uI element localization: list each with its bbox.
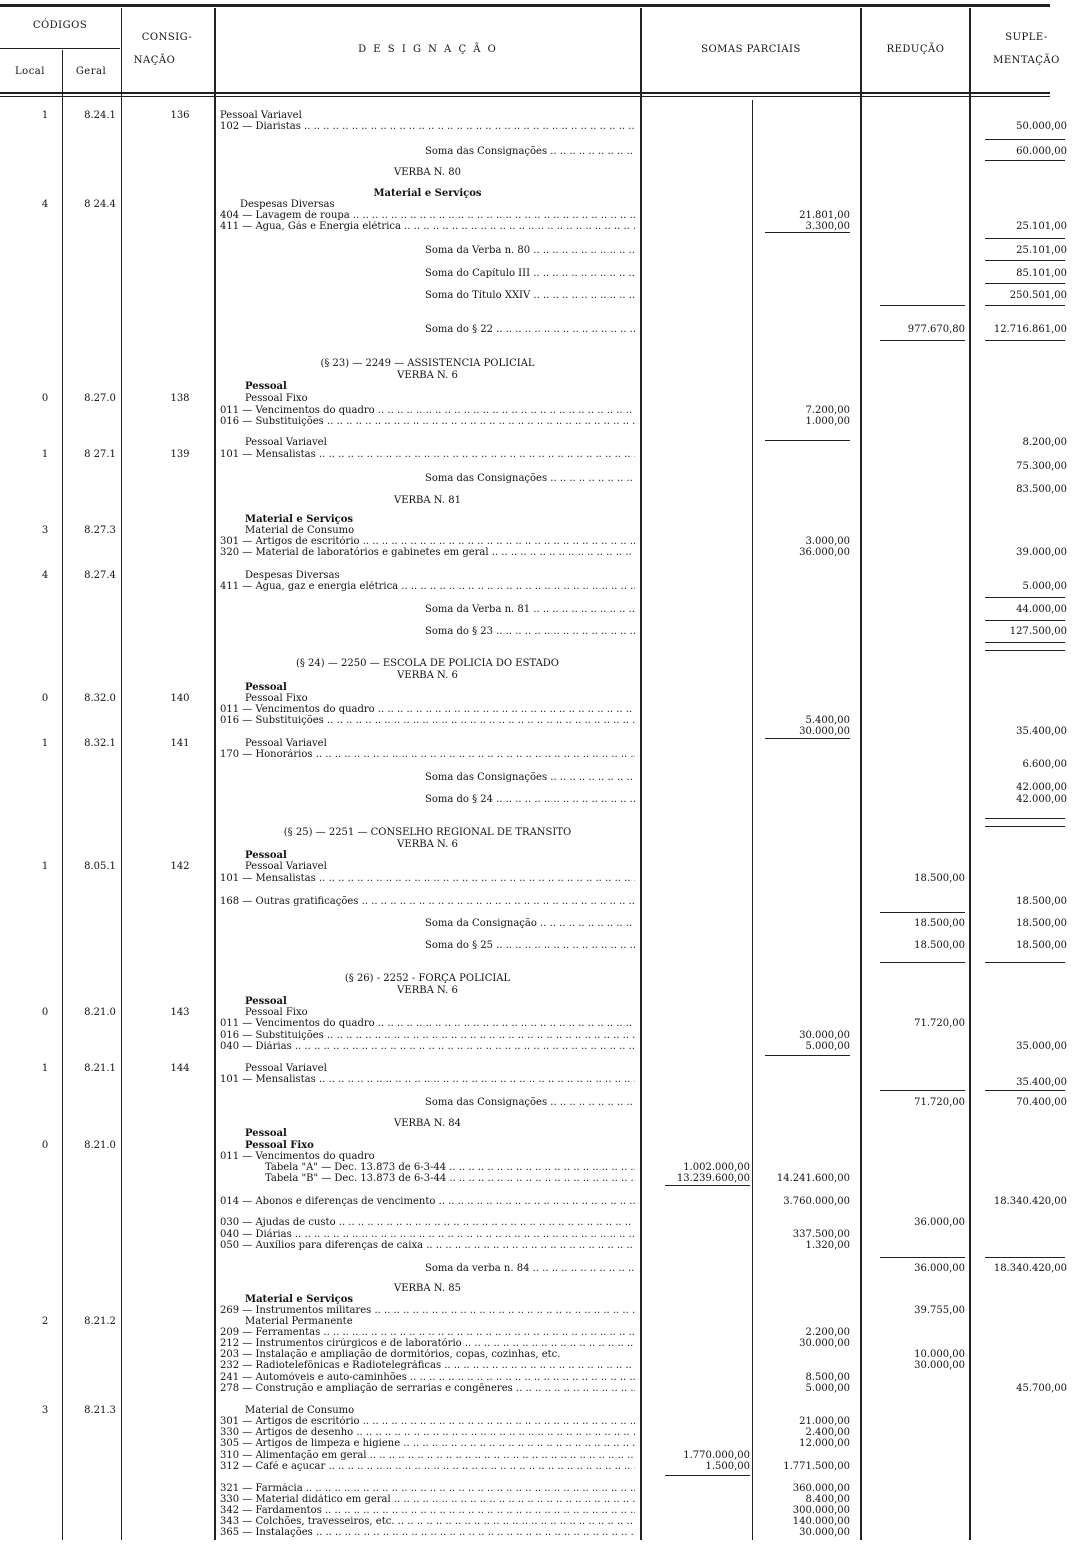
- suplementacao-value: 18.500,00: [1016, 896, 1067, 907]
- total-rule: [985, 818, 1065, 819]
- designacao-text: Pessoal: [245, 1128, 287, 1139]
- table-row: [0, 1527, 1082, 1539]
- table-row: [0, 1128, 1082, 1140]
- codigo-geral: 8.21.0: [84, 1007, 116, 1018]
- designacao-text: 365 — Instalações .. ..: [220, 1527, 635, 1539]
- table-row: [0, 449, 1082, 461]
- somas-parciais-2: 36.000,00: [799, 547, 850, 558]
- header-suple-2: MENTAÇÃO: [993, 55, 1060, 66]
- somas-parciais-2: 8.500,00: [805, 1372, 850, 1383]
- reducao-value: 977.670,80: [907, 324, 965, 335]
- suplementacao-value: 39.000,00: [1016, 547, 1067, 558]
- designacao-text: Material e Serviços: [245, 514, 354, 525]
- designacao-text: VERBA N. 80: [394, 167, 461, 178]
- codigo-geral: 8.32.1: [84, 738, 116, 749]
- total-rule: [985, 260, 1065, 261]
- table-row: [0, 827, 1082, 839]
- suplementacao-value: 18.500,00: [1016, 940, 1067, 951]
- total-rule: [985, 962, 1065, 963]
- designacao-text: Soma da Verba n. 81 .. ..: [220, 604, 635, 616]
- table-row: [0, 1041, 1082, 1053]
- consignacao-number: 140: [170, 693, 190, 704]
- total-rule: [765, 232, 850, 233]
- designacao-text: Despesas Diversas: [245, 570, 340, 581]
- suplementacao-value: 25.101,00: [1016, 245, 1067, 256]
- table-row: [0, 1196, 1082, 1208]
- consignacao-number: 142: [170, 861, 190, 872]
- table-row: [0, 381, 1082, 393]
- table-row: [0, 873, 1082, 885]
- designacao-text: VERBA N. 81: [394, 495, 461, 506]
- designacao-text: 301 — Artigos de escritório .. ..: [220, 536, 635, 548]
- table-row: [0, 782, 1082, 794]
- somas-parciais-2: 140.000,00: [792, 1516, 850, 1527]
- designacao-text: VERBA N. 6: [397, 839, 458, 850]
- somas-parciais-1: 13.239.600,00: [676, 1173, 750, 1184]
- designacao-text: 014 — Abonos e diferenças de vencimento .. ..: [220, 1196, 635, 1208]
- table-row: [0, 1077, 1082, 1089]
- suplementacao-value: 45.700,00: [1016, 1383, 1067, 1394]
- designacao-text: Pessoal: [245, 996, 287, 1007]
- header-local: Local: [15, 66, 45, 77]
- somas-parciais-2: 1.320,00: [805, 1240, 850, 1251]
- total-rule: [985, 283, 1065, 284]
- table-row: [0, 940, 1082, 952]
- designacao-text: 305 — Artigos de limpeza e higiene .. ..: [220, 1438, 635, 1450]
- designacao-text: 011 — Vencimentos do quadro: [220, 1151, 375, 1162]
- designacao-text: 232 — Radiotelefônicas e Radiotelegráficas .. ..: [220, 1360, 635, 1372]
- designacao-text: 101 — Mensalistas .. ..: [220, 873, 635, 885]
- designacao-text: 411 — Água, Gás e Energia elétrica .. ..: [220, 221, 635, 233]
- suplementacao-value: 18.500,00: [1016, 918, 1067, 929]
- codigo-geral: 8.21.3: [84, 1405, 116, 1416]
- reducao-value: 18.500,00: [914, 918, 965, 929]
- designacao-text: 040 — Diárias .. ..: [220, 1229, 635, 1241]
- designacao-text: 011 — Vencimentos do quadro .. ..: [220, 704, 635, 716]
- total-rule: [985, 642, 1065, 643]
- table-row: [0, 794, 1082, 806]
- table-row: [0, 547, 1082, 559]
- designacao-text: Soma da verba n. 84 .. ..: [220, 1263, 635, 1275]
- header-codigos: CÓDIGOS: [32, 20, 88, 31]
- suplementacao-value: 42.000,00: [1016, 782, 1067, 793]
- suplementacao-value: 127.500,00: [1009, 626, 1067, 637]
- suplementacao-value: 85.101,00: [1016, 268, 1067, 279]
- table-row: [0, 973, 1082, 985]
- somas-parciais-2: 5.000,00: [805, 1383, 850, 1394]
- codigos-rule: [0, 48, 120, 49]
- header-consig-1: CONSIG-: [141, 32, 193, 43]
- codigo-geral: 8.21.1: [84, 1063, 116, 1074]
- designacao-text: 330 — Artigos de desenho .. ..: [220, 1427, 635, 1439]
- total-rule: [985, 305, 1065, 306]
- somas-parciais-2: 30.000,00: [799, 1527, 850, 1538]
- header-reducao: REDUÇÃO: [886, 44, 945, 55]
- codigo-local: 1: [41, 738, 49, 749]
- designacao-text: 310 — Alimentação em geral .. ..: [220, 1450, 635, 1462]
- table-row: [0, 1217, 1082, 1229]
- designacao-text: Pessoal Variavel: [245, 738, 327, 749]
- table-row: [0, 1383, 1082, 1395]
- reducao-value: 18.500,00: [914, 873, 965, 884]
- codigo-local: 1: [41, 861, 49, 872]
- designacao-text: Pessoal Variavel: [245, 1063, 327, 1074]
- designacao-text: Material de Consumo: [245, 1405, 355, 1416]
- codigo-geral: 8.27.4: [84, 570, 116, 581]
- codigo-local: 0: [41, 393, 49, 404]
- reducao-value: 30.000,00: [914, 1360, 965, 1371]
- total-rule: [765, 440, 850, 441]
- somas-parciais-2: 1.771.500,00: [783, 1461, 850, 1472]
- total-rule: [985, 620, 1065, 621]
- somas-parciais-2: 5.400,00: [805, 715, 850, 726]
- reducao-value: 71.720,00: [914, 1097, 965, 1108]
- somas-parciais-2: 3.300,00: [805, 221, 850, 232]
- table-row: [0, 121, 1082, 133]
- designacao-text: 030 — Ajudas de custo .. ..: [220, 1217, 635, 1229]
- total-rule: [985, 1257, 1065, 1258]
- somas-parciais-2: 21.000,00: [799, 1416, 850, 1427]
- designacao-text: 301 — Artigos de escritório .. ..: [220, 1416, 635, 1428]
- designacao-text: Soma do Capítulo III .. ..: [220, 268, 635, 280]
- total-rule: [985, 1090, 1065, 1091]
- designacao-text: 312 — Café e açucar .. ..: [220, 1461, 635, 1473]
- somas-parciais-2: 14.241.600,00: [776, 1173, 850, 1184]
- codigo-geral: 8.21.0: [84, 1140, 116, 1151]
- designacao-text: Soma do § 23 .. ..: [220, 626, 635, 638]
- somas-parciais-2: 21.801,00: [799, 210, 850, 221]
- total-rule: [880, 912, 965, 913]
- table-row: [0, 604, 1082, 616]
- designacao-text: Tabela "A" — Dec. 13.873 de 6-3-44 .. ..: [220, 1162, 635, 1174]
- table-row: [0, 1173, 1082, 1185]
- table-row: [0, 726, 1082, 738]
- total-rule: [985, 238, 1065, 239]
- designacao-text: 404 — Lavagem de roupa .. ..: [220, 210, 635, 222]
- codigo-geral: 8 27.1: [84, 449, 116, 460]
- table-row: [0, 658, 1082, 670]
- total-rule: [985, 597, 1065, 598]
- consignacao-number: 141: [170, 738, 190, 749]
- designacao-text: 269 — Instrumentos militares .. ..: [220, 1305, 635, 1317]
- table-row: [0, 167, 1082, 179]
- designacao-text: VERBA N. 6: [397, 985, 458, 996]
- somas-parciais-2: 30.000,00: [799, 1338, 850, 1349]
- designacao-text: Pessoal: [245, 682, 287, 693]
- designacao-text: 101 — Mensalistas .. ..: [220, 1074, 635, 1086]
- somas-parciais-2: 337.500,00: [792, 1229, 850, 1240]
- designacao-text: 011 — Vencimentos do quadro .. ..: [220, 405, 635, 417]
- somas-parciais-2: 2.200,00: [805, 1327, 850, 1338]
- top-rule: [0, 4, 1050, 7]
- total-rule: [985, 340, 1065, 341]
- somas-parciais-2: 8.400,00: [805, 1494, 850, 1505]
- codigo-geral: 8 24.4: [84, 199, 116, 210]
- suplementacao-value: 35.000,00: [1016, 1041, 1067, 1052]
- codigo-local: 3: [41, 525, 49, 536]
- designacao-text: Soma do § 24 .. ..: [220, 794, 635, 806]
- reducao-value: 36.000,00: [914, 1263, 965, 1274]
- header-consig-2: NAÇÃO: [133, 55, 176, 66]
- table-row: [0, 495, 1082, 507]
- table-row: [0, 245, 1082, 257]
- designacao-text: 343 — Colchões, travesseiros, etc. .. ..: [220, 1516, 635, 1528]
- codigo-local: 4: [41, 570, 49, 581]
- reducao-value: 36.000,00: [914, 1217, 965, 1228]
- table-row: [0, 416, 1082, 428]
- designacao-text: VERBA N. 84: [394, 1118, 461, 1129]
- consignacao-number: 136: [170, 110, 190, 121]
- table-row: [0, 324, 1082, 336]
- designacao-text: 101 — Mensalistas .. ..: [220, 449, 635, 461]
- table-row: [0, 1018, 1082, 1030]
- table-row: [0, 393, 1082, 405]
- designacao-text: Pessoal Fixo: [245, 1007, 308, 1018]
- table-row: [0, 918, 1082, 930]
- suplementacao-value: 60.000,00: [1016, 146, 1067, 157]
- designacao-text: (§ 26) - 2252 - FORÇA POLICIAL: [344, 973, 511, 984]
- suplementacao-value: 35.400,00: [1016, 726, 1067, 737]
- suplementacao-value: 44.000,00: [1016, 604, 1067, 615]
- designacao-text: 011 — Vencimentos do quadro .. ..: [220, 1018, 635, 1030]
- total-rule: [665, 1475, 750, 1476]
- table-row: [0, 626, 1082, 638]
- designacao-text: VERBA N. 6: [397, 670, 458, 681]
- designacao-text: Soma das Consignações .. ..: [220, 473, 635, 485]
- total-rule: [665, 1185, 750, 1186]
- codigo-local: 1: [41, 1063, 49, 1074]
- designacao-text: Material Permanente: [245, 1316, 353, 1327]
- codigo-geral: 8.32.0: [84, 693, 116, 704]
- designacao-text: Pessoal Variavel: [220, 110, 302, 121]
- somas-parciais-1: 1.770.000,00: [683, 1450, 750, 1461]
- total-rule: [880, 1090, 965, 1091]
- total-rule: [985, 139, 1065, 140]
- suplementacao-value: 18.340.420,00: [993, 1196, 1067, 1207]
- suplementacao-value: 35.400,00: [1016, 1077, 1067, 1088]
- header-suple-1: SUPLE-: [1005, 32, 1048, 43]
- designacao-text: 411 — Água, gaz e energia elétrica .. ..: [220, 581, 635, 593]
- codigo-geral: 8.27.0: [84, 393, 116, 404]
- somas-parciais-2: 3.000,00: [805, 536, 850, 547]
- designacao-text: (§ 25) — 2251 — CONSELHO REGIONAL DE TRANSITO: [283, 827, 572, 838]
- designacao-text: Despesas Diversas: [240, 199, 335, 210]
- codigo-local: 1: [41, 110, 49, 121]
- table-row: [0, 358, 1082, 370]
- designacao-text: 209 — Ferramentas .. ..: [220, 1327, 635, 1339]
- somas-parciais-2: 300.000,00: [792, 1505, 850, 1516]
- codigo-local: 1: [41, 449, 49, 460]
- reducao-value: 18.500,00: [914, 940, 965, 951]
- designacao-text: 321 — Farmácia .. ..: [220, 1483, 635, 1495]
- codigo-local: 2: [41, 1316, 49, 1327]
- designacao-text: Pessoal Variavel: [245, 437, 327, 448]
- somas-parciais-2: 2.400,00: [805, 1427, 850, 1438]
- reducao-value: 10.000,00: [914, 1349, 965, 1360]
- table-row: [0, 1263, 1082, 1275]
- somas-parciais-2: 30.000,00: [799, 726, 850, 737]
- table-row: [0, 437, 1082, 449]
- header-bottom-rule: [0, 92, 1050, 94]
- somas-parciais-2: 7.200,00: [805, 405, 850, 416]
- table-row: [0, 1240, 1082, 1252]
- table-row: [0, 1438, 1082, 1450]
- header-somas-parciais: SOMAS PARCIAIS: [701, 44, 801, 55]
- designacao-text: 170 — Honorários .. ..: [220, 749, 635, 761]
- designacao-text: 320 — Material de laboratórios e gabinetes em geral .. ..: [220, 547, 635, 559]
- total-rule: [880, 305, 965, 306]
- table-row: [0, 1461, 1082, 1473]
- designacao-text: VERBA N. 85: [394, 1283, 461, 1294]
- designacao-text: Pessoal: [245, 850, 287, 861]
- designacao-text: (§ 24) — 2250 — ESCOLA DE POLÍCIA DO ESTADO: [295, 658, 560, 669]
- table-row: [0, 896, 1082, 908]
- codigo-local: 4: [41, 199, 49, 210]
- designacao-text: VERBA N. 6: [397, 370, 458, 381]
- codigo-geral: 8.21.2: [84, 1316, 116, 1327]
- header-designacao: D E S I G N A Ç Ã O: [358, 44, 498, 55]
- reducao-value: 71.720,00: [914, 1018, 965, 1029]
- somas-parciais-2: 30.000,00: [799, 1030, 850, 1041]
- designacao-text: Material e Serviços: [373, 188, 482, 199]
- designacao-text: Tabela "B" — Dec. 13.873 de 6-3-44 .. ..: [220, 1173, 635, 1185]
- somas-parciais-2: 360.000,00: [792, 1483, 850, 1494]
- codigo-geral: 8.27.3: [84, 525, 116, 536]
- suplementacao-value: 250.501,00: [1009, 290, 1067, 301]
- designacao-text: Soma das Consignações .. ..: [220, 772, 635, 784]
- designacao-text: Pessoal Fixo: [245, 1140, 314, 1151]
- designacao-text: Soma do Título XXIV .. ..: [220, 290, 635, 302]
- table-row: [0, 670, 1082, 682]
- total-rule: [985, 650, 1065, 651]
- designacao-text: Soma da Verba n. 80 .. ..: [220, 245, 635, 257]
- designacao-text: Pessoal: [245, 381, 287, 392]
- designacao-text: 203 — Instalação e ampliação de dormitórios, copas, cozinhas, etc.: [220, 1349, 561, 1360]
- designacao-text: Material de Consumo: [245, 525, 355, 536]
- somas-parciais-2: 1.000,00: [805, 416, 850, 427]
- designacao-text: Soma da Consignação .. ..: [220, 918, 635, 930]
- header-bottom-rule-2: [0, 96, 1050, 97]
- designacao-text: 342 — Fardamentos .. ..: [220, 1505, 635, 1517]
- reducao-value: 39.755,00: [914, 1305, 965, 1316]
- suplementacao-value: 70.400,00: [1016, 1097, 1067, 1108]
- suplementacao-value: 18.340.420,00: [993, 1263, 1067, 1274]
- suplementacao-value: 6.600,00: [1022, 759, 1067, 770]
- table-row: [0, 581, 1082, 593]
- designacao-text: 102 — Diaristas .. ..: [220, 121, 635, 133]
- somas-parciais-1: 1.002.000,00: [683, 1162, 750, 1173]
- consignacao-number: 144: [170, 1063, 190, 1074]
- table-row: [0, 221, 1082, 233]
- table-row: [0, 146, 1082, 158]
- designacao-text: Material e Serviços: [245, 1294, 354, 1305]
- designacao-text: 212 — Instrumentos cirúrgicos e de laboratório .. ..: [220, 1338, 635, 1350]
- designacao-text: 016 — Substituições .. ..: [220, 715, 635, 727]
- somas-parciais-2: 3.760.000,00: [783, 1196, 850, 1207]
- designacao-text: 241 — Automóveis e auto-caminhões .. ..: [220, 1372, 635, 1384]
- total-rule: [985, 160, 1065, 161]
- somas-parciais-1: 1.500,00: [705, 1461, 750, 1472]
- header-geral: Geral: [75, 66, 107, 77]
- designacao-text: Pessoal Fixo: [245, 693, 308, 704]
- designacao-text: 168 — Outras gratificações .. ..: [220, 896, 635, 908]
- designacao-text: 040 — Diárias .. ..: [220, 1041, 635, 1053]
- codigo-local: 0: [41, 1007, 49, 1018]
- table-row: [0, 461, 1082, 473]
- designacao-text: Pessoal Variavel: [245, 861, 327, 872]
- table-row: [0, 1360, 1082, 1372]
- somas-parciais-2: 12.000,00: [799, 1438, 850, 1449]
- suplementacao-value: 42.000,00: [1016, 794, 1067, 805]
- codigo-local: 0: [41, 693, 49, 704]
- total-rule: [880, 340, 965, 341]
- table-row: [0, 268, 1082, 280]
- codigo-local: 3: [41, 1405, 49, 1416]
- table-row: [0, 1097, 1082, 1109]
- designacao-text: 330 — Material didático em geral .. ..: [220, 1494, 635, 1506]
- suplementacao-value: 50.000,00: [1016, 121, 1067, 132]
- designacao-text: 016 — Substituições .. ..: [220, 1030, 635, 1042]
- designacao-text: Soma do § 22 .. ..: [220, 324, 635, 336]
- table-row: [0, 861, 1082, 873]
- designacao-text: 050 — Auxílios para diferenças de caixa .. ..: [220, 1240, 635, 1252]
- designacao-text: Soma das Consignações .. ..: [220, 146, 635, 158]
- codigo-local: 0: [41, 1140, 49, 1151]
- codigo-geral: 8.05.1: [84, 861, 116, 872]
- suplementacao-value: 8.200,00: [1022, 437, 1067, 448]
- consignacao-number: 138: [170, 393, 190, 404]
- designacao-text: Soma das Consignações .. ..: [220, 1097, 635, 1109]
- consignacao-number: 139: [170, 449, 190, 460]
- consignacao-number: 143: [170, 1007, 190, 1018]
- designacao-text: Pessoal Fixo: [245, 393, 308, 404]
- total-rule: [985, 826, 1065, 827]
- total-rule: [880, 962, 965, 963]
- designacao-text: 016 — Substituições .. ..: [220, 416, 635, 428]
- table-row: [0, 759, 1082, 771]
- suplementacao-value: 75.300,00: [1016, 461, 1067, 472]
- total-rule: [765, 1055, 850, 1056]
- suplementacao-value: 25.101,00: [1016, 221, 1067, 232]
- total-rule: [880, 1257, 965, 1258]
- designacao-text: 278 — Construção e ampliação de serrarias e congêneres .. ..: [220, 1383, 635, 1395]
- table-row: [0, 290, 1082, 302]
- somas-parciais-2: 5.000,00: [805, 1041, 850, 1052]
- total-rule: [765, 738, 850, 739]
- suplementacao-value: 83.500,00: [1016, 484, 1067, 495]
- suplementacao-value: 12.716.861,00: [993, 324, 1067, 335]
- codigo-geral: 8.24.1: [84, 110, 116, 121]
- designacao-text: (§ 23) — 2249 — ASSISTÊNCIA POLICIAL: [320, 358, 535, 369]
- designacao-text: Soma do § 25 .. ..: [220, 940, 635, 952]
- suplementacao-value: 5.000,00: [1022, 581, 1067, 592]
